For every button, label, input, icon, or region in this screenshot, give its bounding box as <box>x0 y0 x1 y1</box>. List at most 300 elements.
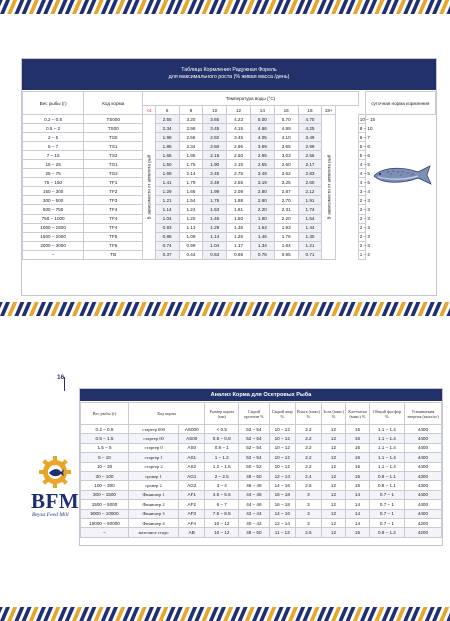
table-cell: 44 – 46 <box>239 490 270 499</box>
table-cell: 1.88 <box>227 196 251 205</box>
table-cell: 1.34 <box>250 241 274 250</box>
table-cell: 5000 – 10000 <box>81 509 129 518</box>
table-row <box>81 462 442 471</box>
table-cell: гровер 2 <box>128 481 178 490</box>
table-cell: 1.04 <box>203 241 227 250</box>
table-cell: AF1 <box>179 490 205 499</box>
table-cell: 1.79 <box>179 178 203 187</box>
table-cell: 1.20 <box>179 214 203 223</box>
table-cell: 3 <box>295 518 321 527</box>
table-cell: 16 <box>345 443 369 452</box>
table-row <box>81 500 442 509</box>
col-header: Усваиваемая энергия (ккал/кг) <box>404 403 441 425</box>
table-cell: 2.56 <box>179 133 203 142</box>
table-cell: 16 <box>345 453 369 462</box>
table-cell: Финишер 4 <box>128 518 178 527</box>
table-cell: 0.7 – 1 <box>369 509 404 518</box>
table-cell: 2 – 3 <box>358 232 365 241</box>
table-cell: 5.00 <box>250 115 274 124</box>
table-cell: 0.2 – 0.5 <box>23 115 84 124</box>
table-cell: 0.37 <box>155 250 179 259</box>
table-cell: 2.87 <box>274 187 298 196</box>
table-cell: 4400 <box>404 434 441 443</box>
table-cell: 4400 <box>404 490 441 499</box>
table-row <box>81 528 442 537</box>
table-cell: 14 <box>345 490 369 499</box>
sturgeon-table-grid <box>80 402 442 538</box>
table-cell: 4400 <box>404 500 441 509</box>
table-cell: 2.60 <box>274 160 298 169</box>
table-cell: 6 – 7 <box>205 500 239 509</box>
table-cell: TB <box>84 250 143 259</box>
table-row <box>81 518 442 527</box>
table-cell: 750 – 1000 <box>23 214 84 223</box>
table-cell: 1.54 <box>298 214 322 223</box>
table-cell: 14 – 16 <box>269 481 295 490</box>
table-row <box>23 232 436 241</box>
table-cell: 1.36 <box>227 223 251 232</box>
col-header-temperature: Температура воды (°C) <box>143 92 359 106</box>
table-cell: 0.66 <box>227 250 251 259</box>
table-cell: 7 – 15 <box>23 151 84 160</box>
table-cell: 4.15 <box>227 124 251 133</box>
table-cell: 1.30 <box>298 232 322 241</box>
table-cell: 0.7 – 1 <box>369 518 404 527</box>
table-cell: 2.12 <box>298 187 322 196</box>
table-cell: 10 – 30 <box>81 462 129 471</box>
table-cell: TF3 <box>84 196 143 205</box>
table-cell: 1.90 <box>203 160 227 169</box>
page-number-line <box>64 377 65 391</box>
table-cell: 10 – 12 <box>205 518 239 527</box>
table-cell: 1.26 <box>227 232 251 241</box>
col-header: Размер корма (мм) <box>205 403 239 425</box>
table-cell: 2.34 <box>155 124 179 133</box>
table-cell: 75 – 150 <box>23 178 84 187</box>
table-cell: 3.65 <box>203 115 227 124</box>
table-cell: 2.20 <box>250 205 274 214</box>
table-cell: TS0 <box>84 133 143 142</box>
table-cell: 5 – 6 <box>358 151 365 160</box>
table-cell: TF2 <box>84 187 143 196</box>
table-cell: 1.1 – 1.4 <box>369 462 404 471</box>
table-cell: 10 – 12 <box>269 453 295 462</box>
table-cell: AS00 <box>179 434 205 443</box>
table-cell: 2.2 <box>295 453 321 462</box>
table-cell: 12 <box>322 518 346 527</box>
table-cell: 1 – 1.2 <box>205 453 239 462</box>
table-cell: 4.25 <box>298 124 322 133</box>
table-row <box>23 223 436 232</box>
table-cell: AS000 <box>179 425 205 434</box>
logo-name: BFM <box>31 489 80 513</box>
feeding-table-title: Таблица Кормления Радужная Форель для максимального роста (% живая масса /день) <box>22 59 436 90</box>
table-cell: AB <box>179 528 205 537</box>
table-cell: 4400 <box>404 462 441 471</box>
table-cell: 1.53 <box>203 205 227 214</box>
table-cell: 1.76 <box>274 232 298 241</box>
table-cell: 1 – 2 <box>358 250 365 259</box>
decorative-stripe-middle <box>0 302 450 316</box>
table-cell: – <box>81 528 129 537</box>
table-cell: 2.70 <box>274 196 298 205</box>
table-row <box>81 481 442 490</box>
table-cell: 1.21 <box>155 196 179 205</box>
table-cell: 2.45 <box>203 169 227 178</box>
table-cell: 2.55 <box>227 178 251 187</box>
table-cell: 4400 <box>404 509 441 518</box>
table-cell: 1.09 <box>179 232 203 241</box>
table-cell: 4.23 <box>227 115 251 124</box>
table-row <box>23 133 436 142</box>
table-cell: 2.60 <box>250 196 274 205</box>
table-cell: 12 <box>322 462 346 471</box>
table-cell: TF5 <box>84 241 143 250</box>
table-cell: 50 – 52 <box>239 462 270 471</box>
table-cell: 52 – 54 <box>239 434 270 443</box>
table-cell: 4.05 <box>250 133 274 142</box>
table-cell: 1.14 <box>203 232 227 241</box>
table-cell: 0.2 – 0.5 <box>81 425 129 434</box>
col-header: Общий фосфор % <box>369 403 404 425</box>
table-cell: 12 – 14 <box>269 471 295 480</box>
table-cell: 2 – 3 <box>358 241 365 250</box>
table-cell: 12 <box>322 528 346 537</box>
table-cell: 16 – 18 <box>269 490 295 499</box>
table-cell: 12 <box>322 425 346 434</box>
table-cell: 2.49 <box>203 178 227 187</box>
table-row <box>23 241 436 250</box>
table-row <box>23 142 436 151</box>
table-cell: Финишер 3 <box>128 509 178 518</box>
table-row <box>23 214 436 223</box>
appetite-note-left: В зависимости от аппетита рыб <box>143 115 155 260</box>
table-cell: 3.49 <box>298 133 322 142</box>
decorative-stripe-top <box>0 0 450 14</box>
table-cell: 0.7 – 1 <box>369 490 404 499</box>
table-cell: 10 – 12 <box>269 434 295 443</box>
table-cell: 1.93 <box>274 223 298 232</box>
table-cell: Финишер 1 <box>128 490 178 499</box>
table-row <box>23 196 436 205</box>
table-row <box>23 115 436 124</box>
temp-header-cell: 8 <box>179 106 203 115</box>
table-cell: 2.14 <box>179 169 203 178</box>
table-cell: AF2 <box>179 500 205 509</box>
col-header-weight: Вес рыбы (г) <box>23 92 84 115</box>
table-cell: 150 – 300 <box>23 187 84 196</box>
table-cell: 48 – 50 <box>239 528 270 537</box>
table-cell: 25 – 75 <box>23 169 84 178</box>
table-cell: 12 <box>322 453 346 462</box>
table-cell: 2000 – 3000 <box>23 241 84 250</box>
table-cell: 0.8 – 1.1 <box>369 481 404 490</box>
table-cell: AF4 <box>179 518 205 527</box>
table-cell: 2.31 <box>274 205 298 214</box>
table-cell: 1.41 <box>155 178 179 187</box>
table-cell: 5 – 6 <box>358 142 365 151</box>
table-cell: 0.53 <box>203 250 227 259</box>
table-cell: 12 – 14 <box>269 518 295 527</box>
temp-header-cell: 10 <box>203 106 227 115</box>
table-cell: стартер 000 <box>128 425 178 434</box>
table-row <box>81 471 442 480</box>
table-cell: 1.75 <box>203 196 227 205</box>
table-cell: 1.1 – 1.4 <box>369 443 404 452</box>
table-cell: 3.20 <box>179 115 203 124</box>
table-cell: 2.15 <box>227 160 251 169</box>
table-cell: 12 <box>322 509 346 518</box>
table-cell: 300 – 500 <box>23 196 84 205</box>
table-cell: 44 – 46 <box>239 500 270 509</box>
table-cell: 2 – 2.5 <box>205 471 239 480</box>
table-cell: 2.96 <box>227 142 251 151</box>
table-cell: 1.65 <box>155 151 179 160</box>
table-cell: TS000 <box>84 115 143 124</box>
table-cell: 14 – 16 <box>269 509 295 518</box>
table-cell: 1.99 <box>203 187 227 196</box>
col-header: Сырой жир % <box>269 403 295 425</box>
table-cell: 4 – 5 <box>358 169 365 178</box>
table-cell: 4.5 – 5.5 <box>205 490 239 499</box>
table-cell: 2.92 <box>203 133 227 142</box>
table-cell: 2.20 <box>274 214 298 223</box>
table-cell: 5.70 <box>274 115 298 124</box>
table-cell: TF4 <box>84 214 143 223</box>
table-cell: 0.95 <box>274 250 298 259</box>
table-cell: 2.6 <box>295 481 321 490</box>
table-cell: гровер 1 <box>128 471 178 480</box>
table-cell: 1.54 <box>179 196 203 205</box>
table-cell: 4400 <box>404 443 441 452</box>
table-cell: 2.50 <box>203 142 227 151</box>
table-cell: 0.86 <box>155 232 179 241</box>
table-cell: 12 <box>322 434 346 443</box>
table-cell: 1500 – 5000 <box>81 500 129 509</box>
table-cell: 0.5 – 1.5 <box>81 434 129 443</box>
table-cell: 2.15 <box>203 151 227 160</box>
table-cell: 1.1 – 1.4 <box>369 425 404 434</box>
table-cell: TS1 <box>84 142 143 151</box>
table-cell: 42 – 44 <box>239 509 270 518</box>
table-cell: 0.78 <box>250 250 274 259</box>
table-cell: 1.1 – 1.4 <box>369 453 404 462</box>
table-cell: 0.71 <box>298 250 322 259</box>
table-cell: 52 – 54 <box>239 443 270 452</box>
table-cell: стартер 2 <box>128 462 178 471</box>
table-cell: 6 – 7 <box>358 133 365 142</box>
table-cell: TG1 <box>84 160 143 169</box>
temp-header-cell: 12 <box>227 106 251 115</box>
table-cell: 1.64 <box>250 223 274 232</box>
table-cell: 0.5 – 0.8 <box>205 434 239 443</box>
temp-header-cell: 18 <box>298 106 322 115</box>
table-cell: 10 – 12 <box>269 425 295 434</box>
table-cell: 3 <box>295 509 321 518</box>
table-cell: 2.2 <box>295 425 321 434</box>
table-cell: 4200 <box>404 518 441 527</box>
table-cell: 2 – 5 <box>23 133 84 142</box>
table-cell: 2.50 <box>227 151 251 160</box>
table-cell: 10 – 15 <box>358 115 365 124</box>
trout-fish-illustration <box>372 163 434 187</box>
table-cell: 16 <box>345 425 369 434</box>
table-cell: 11 – 13 <box>269 528 295 537</box>
table-row <box>23 151 436 160</box>
table-cell: 2 – 3 <box>358 196 365 205</box>
table-cell: 2.95 <box>250 151 274 160</box>
table-cell: AS0 <box>179 443 205 452</box>
table-cell: 1.61 <box>227 205 251 214</box>
table-cell: 500 – 750 <box>23 205 84 214</box>
table-cell: 52 – 54 <box>239 453 270 462</box>
table-cell: 40 – 42 <box>239 518 270 527</box>
table-cell: 46 – 48 <box>239 481 270 490</box>
col-header-daily-rate: суточная норма кормления <box>365 92 435 115</box>
table-cell: 2.09 <box>227 187 251 196</box>
table-cell: 3.45 <box>203 124 227 133</box>
table-cell: 1.14 <box>155 205 179 214</box>
col-header-feed-code: Код корма <box>84 92 143 115</box>
table-cell: 2.96 <box>179 124 203 133</box>
table-cell: 48 – 50 <box>239 471 270 480</box>
table-cell: 4.10 <box>274 133 298 142</box>
table-cell: 1.69 <box>155 169 179 178</box>
table-cell: 12 <box>322 500 346 509</box>
table-cell: 1.2 – 1.5 <box>205 462 239 471</box>
table-cell: 1.44 <box>298 223 322 232</box>
table-cell: 1.64 <box>274 241 298 250</box>
page-number-bottom: 16 <box>57 374 65 381</box>
table-cell: 1.74 <box>298 205 322 214</box>
col-header: Код корма <box>128 403 204 425</box>
table-cell: TF4 <box>84 205 143 214</box>
table-cell: 1.29 <box>203 223 227 232</box>
table-cell: 4.70 <box>298 115 322 124</box>
table-row <box>81 453 442 462</box>
table-cell: 1.13 <box>179 223 203 232</box>
table-row <box>81 443 442 452</box>
table-cell: 12 <box>322 471 346 480</box>
table-cell: 1000 – 1500 <box>23 223 84 232</box>
appetite-note-right: В зависимости от аппетита рыб <box>322 115 336 260</box>
table-cell: AG2 <box>179 481 205 490</box>
table-cell: TF5 <box>84 232 143 241</box>
table-row <box>23 187 436 196</box>
table-cell: 2.83 <box>298 169 322 178</box>
table-cell: 30 – 100 <box>81 471 129 480</box>
table-cell: 3 – 4 <box>205 481 239 490</box>
table-cell: 1.75 <box>179 160 203 169</box>
table-cell: 15 – 25 <box>23 160 84 169</box>
table-cell: 15000 – 50000 <box>81 518 129 527</box>
table-cell: 0.93 <box>155 223 179 232</box>
table-cell: 3 – 4 <box>358 187 365 196</box>
col-header: Влага (макс) % <box>295 403 321 425</box>
table-cell: TS2 <box>84 151 143 160</box>
table-cell: 2.60 <box>298 178 322 187</box>
table-cell: маточное стадо <box>128 528 178 537</box>
table-row <box>23 205 436 214</box>
table-cell: 12 <box>322 443 346 452</box>
table-row <box>81 434 442 443</box>
table-row <box>23 124 436 133</box>
table-cell: 2.80 <box>250 187 274 196</box>
table-cell: 300 – 1500 <box>81 490 129 499</box>
table-cell: 4400 <box>404 425 441 434</box>
table-cell: 2.55 <box>250 160 274 169</box>
table-cell: 100 – 300 <box>81 481 129 490</box>
table-cell: 2.56 <box>298 151 322 160</box>
temp-header-cell: 18+ <box>322 106 336 115</box>
table-cell: стартер 0 <box>128 443 178 452</box>
table-cell: 3.25 <box>274 178 298 187</box>
table-cell: 1.1 – 1.4 <box>369 434 404 443</box>
sturgeon-feed-analysis-table <box>79 388 443 546</box>
table-cell: AS1 <box>179 453 205 462</box>
table-cell: 4400 <box>404 453 441 462</box>
table-cell: 0.5 – 2 <box>23 124 84 133</box>
table-cell: 15 <box>345 481 369 490</box>
table-row <box>81 425 442 434</box>
table-cell: 2 – 3 <box>358 205 365 214</box>
table-cell: 3 <box>295 490 321 499</box>
table-cell: TF4 <box>84 223 143 232</box>
table-cell: 3.03 <box>274 151 298 160</box>
table-cell: 5 – 10 <box>81 453 129 462</box>
table-cell: 1.66 <box>179 187 203 196</box>
table-cell: AF3 <box>179 509 205 518</box>
table-row <box>81 490 442 499</box>
table-row <box>81 509 442 518</box>
table-cell: 5 – 7 <box>23 142 84 151</box>
table-cell: 2 – 3 <box>358 223 365 232</box>
table-cell: 10 – 12 <box>269 462 295 471</box>
table-cell: 0.99 <box>179 241 203 250</box>
table-cell: 1.50 <box>155 160 179 169</box>
table-cell: 1.29 <box>155 187 179 196</box>
table-cell: 0.74 <box>155 241 179 250</box>
table-cell: AG1 <box>179 471 205 480</box>
table-cell: 4300 <box>404 471 441 480</box>
table-cell: 2.75 <box>227 169 251 178</box>
table-cell: 4 – 5 <box>358 178 365 187</box>
table-cell: 1.5 – 5 <box>81 443 129 452</box>
table-cell: 12 <box>322 481 346 490</box>
table-cell: 3 <box>295 500 321 509</box>
table-cell: 1.95 <box>179 151 203 160</box>
table-cell: стартер 1 <box>128 453 178 462</box>
table-cell: AS2 <box>179 462 205 471</box>
decorative-stripe-bottom <box>0 607 450 621</box>
table-cell: 16 – 18 <box>269 500 295 509</box>
table-cell: 7.5 – 8.5 <box>205 509 239 518</box>
table-cell: 16 <box>345 434 369 443</box>
table-cell: 4 – 5 <box>358 160 365 169</box>
table-cell: 10 – 12 <box>269 443 295 452</box>
table-cell: 15 <box>345 528 369 537</box>
sturgeon-table-title: Анализ Корма для Осетровых Рыба <box>80 389 442 401</box>
table-cell: TS00 <box>84 124 143 133</box>
table-cell: 2.2 <box>295 443 321 452</box>
table-cell: 12 <box>322 490 346 499</box>
table-cell: 2.17 <box>298 160 322 169</box>
table-cell: 0.9 – 1.2 <box>369 528 404 537</box>
table-cell: 1.21 <box>298 241 322 250</box>
table-cell: 2.99 <box>298 142 322 151</box>
table-cell: 0.8 – 1 <box>205 443 239 452</box>
table-cell: 10 – 12 <box>205 528 239 537</box>
